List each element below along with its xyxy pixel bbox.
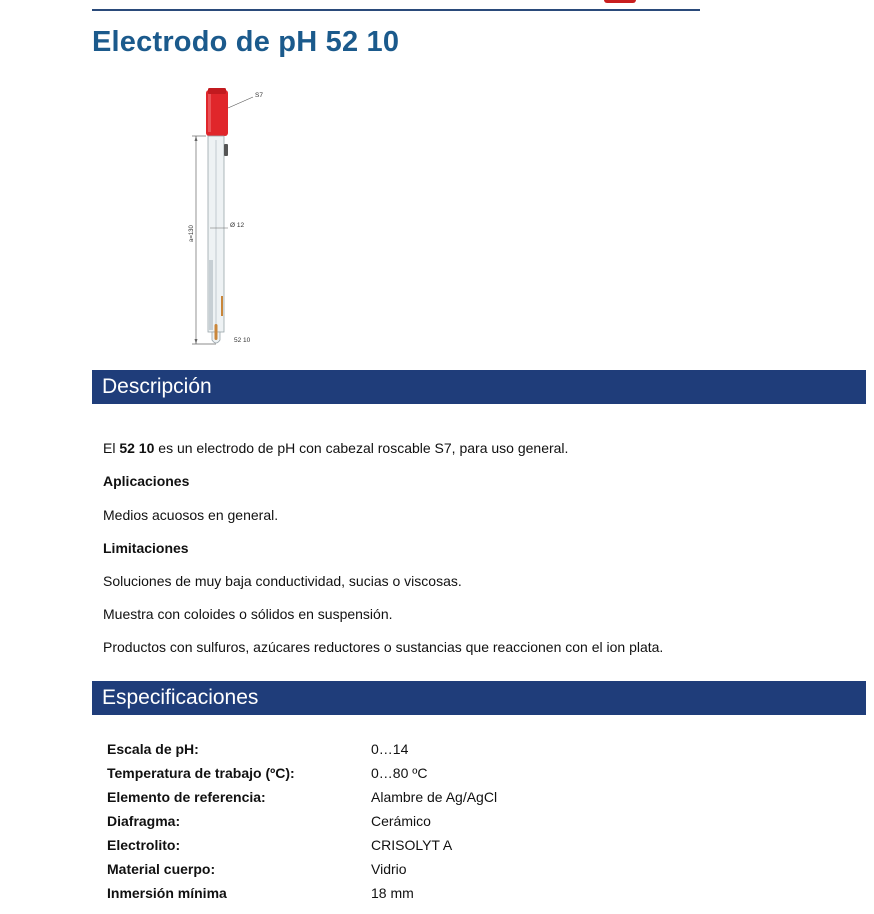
limitation-item: Productos con sulfuros, azúcares reductores o sustancias que reaccionen con el ion plata.	[103, 639, 664, 655]
applications-heading: Aplicaciones	[103, 473, 190, 489]
section-header-specifications: Especificaciones	[92, 681, 866, 715]
head-type-label: S7	[255, 92, 263, 99]
spec-value: 18 mm	[371, 885, 414, 901]
intro-prefix: El	[103, 440, 120, 456]
header-divider	[92, 9, 700, 11]
spec-value: CRISOLYT A	[371, 837, 453, 853]
page-title: Electrodo de pH 52 10	[92, 26, 400, 58]
spec-label: Escala de pH:	[107, 741, 199, 757]
spec-label: Inmersión mínima	[107, 885, 227, 901]
spec-value: 0…14	[371, 741, 409, 757]
limitation-item: Muestra con coloides o sólidos en suspensión.	[103, 606, 393, 622]
spec-value: Cerámico	[371, 813, 431, 829]
spec-label: Elemento de referencia:	[107, 789, 266, 805]
spec-value: Alambre de Ag/AgCl	[371, 789, 498, 805]
spec-label: Material cuerpo:	[107, 861, 216, 877]
model-label: 52 10	[234, 337, 251, 344]
limitations-heading: Limitaciones	[103, 540, 189, 556]
section-header-description: Descripción	[92, 370, 866, 404]
reference-element	[221, 296, 223, 316]
spec-label: Diafragma:	[107, 813, 181, 829]
spec-value: 0…80 ºC	[371, 765, 428, 781]
electrode-diagram	[180, 84, 280, 352]
description-intro	[103, 440, 568, 456]
spec-label: Temperatura de trabajo (ºC):	[107, 765, 295, 781]
brand-logo-fragment	[604, 0, 636, 3]
spec-label: Electrolito:	[107, 837, 181, 853]
intro-suffix: es un electrodo de pH con cabezal roscable S7, para uso general.	[154, 440, 569, 456]
spec-value: Vidrio	[371, 861, 407, 877]
applications-text: Medios acuosos en general.	[103, 507, 279, 523]
intro-model: 52 10	[119, 440, 155, 456]
diameter-label: Ø 12	[230, 222, 245, 229]
limitation-item: Soluciones de muy baja conductividad, sucias o viscosas.	[103, 573, 462, 589]
length-dimension-label: a=130	[189, 225, 195, 242]
